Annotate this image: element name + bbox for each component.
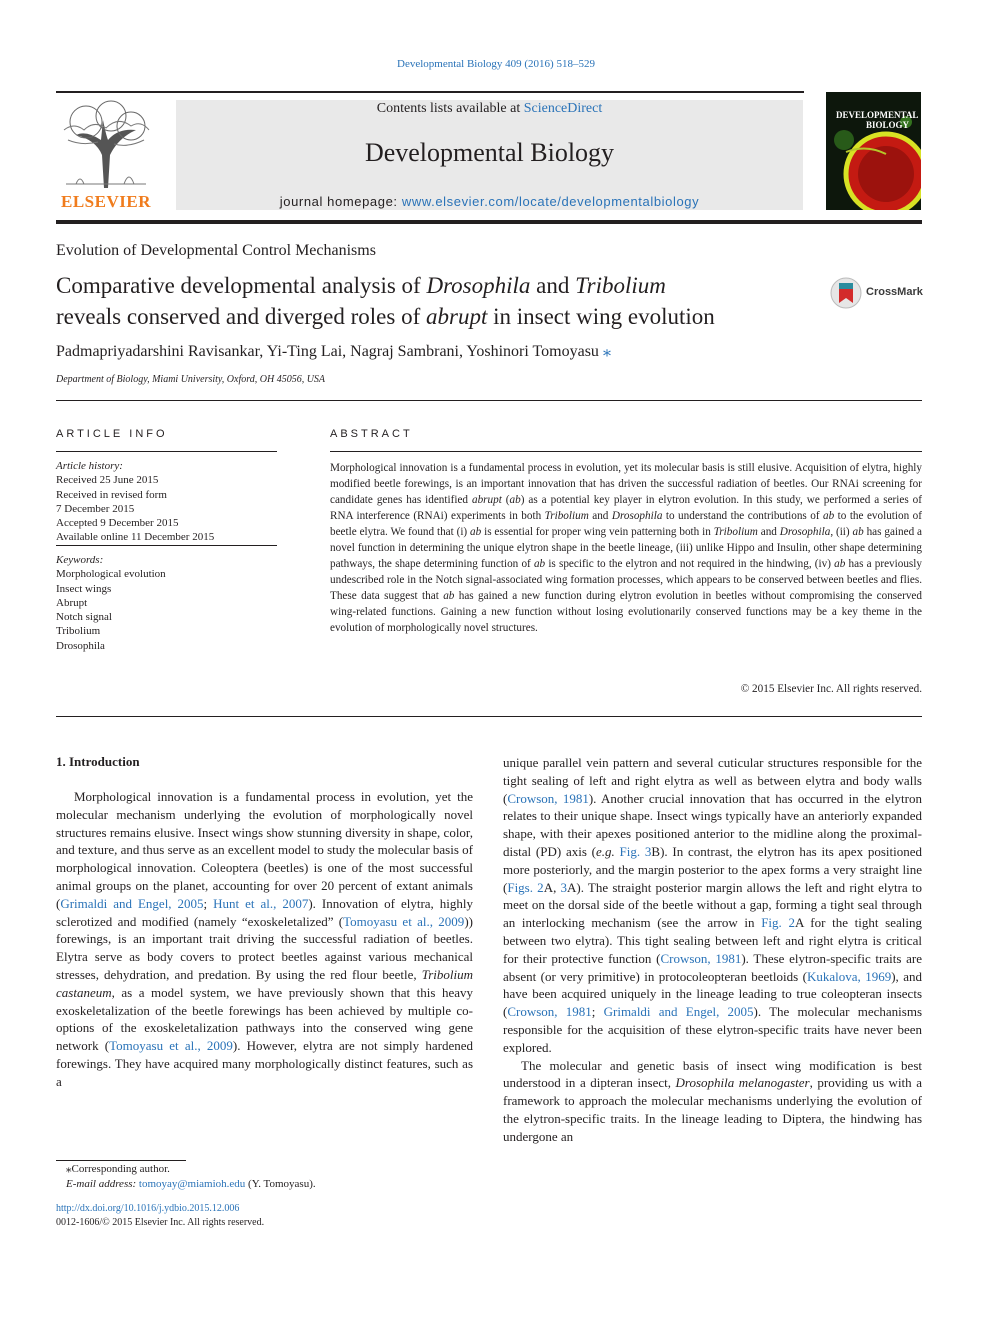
keywords-label: Keywords: [56, 554, 104, 566]
abstract-text: Morphological innovation is a fundamental process in evolution, yet its molecular basis is still elusive. Acquisition of elytra, highly modified beetle forewings, is an important innovation that has driven the successful radiation of beetles. Our RNAi screening for candidate genes has identified abrupt (ab) as a potential key player in elytron evolution. In this study, we performed a series of RNA interference (RNAi) experiments in both Tribolium and Drosophila to understand the contributions of ab to the evolution of beetle elytra. We found that (i) ab is essential for proper wing vein patterning both in Tribolium and Drosophila, (ii) ab has gained a novel function in determining the unique elytron shape in the beetle lineage, (iii) unlike Hippo and Insulin, other shape determining pathways, the shape determining function of ab is specific to the elytron and not required in the hindwing, (iv) ab has a previously undescribed role in the Notch signal-associated wing formation processes, which appears to be conserved between beetles and flies. These data suggest that ab has gained a new function during elytron evolution in beetles without compromising the conserved wing-related functions. Gaining a new function without losing evolutionarily conserved functions may be a key theme in the evolution of morphologically novel structures. [330, 462, 923, 634]
title-part-italic: abrupt [426, 304, 488, 329]
authors-text: Padmapriyadarshini Ravisankar, Yi-Ting Lai, Nagraj Sambrani, Yoshinori Tomoyasu [56, 343, 599, 360]
reference-link[interactable]: Tomoyasu et al., 2009 [343, 913, 465, 929]
doi-link[interactable]: http://dx.doi.org/10.1016/j.ydbio.2015.12.006 [56, 1203, 240, 1214]
article-info-heading: ARTICLE INFO [56, 428, 168, 440]
history-item: Received 25 June 2015 [56, 474, 159, 487]
journal-homepage-line [176, 194, 803, 209]
history-item: Received in revised form [56, 488, 167, 501]
article-title [56, 270, 816, 332]
title-part-italic: Drosophila [426, 273, 531, 298]
title-part: in insect wing evolution [487, 304, 715, 329]
divider [56, 716, 922, 717]
reference-link[interactable]: Kukalova, 1969 [806, 968, 892, 984]
sciencedirect-link[interactable]: ScienceDirect [523, 101, 603, 116]
figure-link[interactable]: Fig. 3 [619, 843, 652, 859]
reference-link[interactable]: Tomoyasu et al., 2009 [109, 1038, 233, 1054]
body-column-left: Morphological innovation is a fundamental process in evolution, yet the molecular mechanism underlying the evolution of morphologically novel structures remains elusive. Insect wings show stunning diversity in shape, color, and texture, and thus serve as an excellent model to study the molecular basis of morphological innovation. Coleoptera (beetles) is one of the most successful animal groups on the planet, accounting for over 20 percent of extant animals (Grimaldi and Engel, 2005; Hunt et al., 2007). Innovation of elytra, highly sclerotized and modified (namely “exoskeletalized” (Tomoyasu et al., 2009)) forewings, is an important trait driving the successful radiation of beetles. Elytra serve as body covers to protect beetles against various mechanical stresses, dehydration, and predation. By using the red flour beetle, Tribolium castaneum, as a model system, we have previously shown that this heavy exoskeletalization of the beetle forewings has been achieved by multiple co-options of the exoskeletalization pathways into the conserved wing gene network (Tomoyasu et al., 2009). However, elytra are not simply hardened forewings. They have acquired many morphologically distinct features, such as a [56, 789, 474, 1089]
cover-title-line2: BIOLOGY [866, 120, 910, 130]
body-column-right: unique parallel vein pattern and several cuticular structures responsible for the tight sealing of left and right elytra as well as between elytra and body walls (Crowson, 1981). Another crucial innovation that has occurred in the elytron relates to their unique shape. Insect wings typically have an anteriorly expanded shape, with their apexes positioned anterior to the midline along the proximal-distal (PD) axis (e.g. Fig. 3B). In contrast, the elytron has its apex positioned more posteriorly, and the margin posterior to the apex forms a very straight line (Figs. 2A, 3A). The straight posterior margin allows the left and right elytra to meet on the dorsal side of the beetle without a gap, forming a tight seal through an interlocking mechanism (see the arrow in Fig. 2A for the tight sealing between two elytra). This tight sealing between left and right elytra is critical for their protective function (Crowson, 1981). These elytron-specific traits are absent (or very primitive) in protocoleopteran beetloids (Kukalova, 1969), and have been acquired uniquely in the lineage leading to true coleopteran insects (Crowson, 1981; Grimaldi and Engel, 2005). The molecular mechanisms responsible for the acquisition of these elytron-specific traits have never been explored. The molecular and genetic basis of insect wing modification is best understood in a dipteran insect, Drosophila melanogaster, providing us with a framework to approach the molecular mechanisms underlying the evolution of the elytron-specific traits. In the lineage leading to Diptera, the hindwing has undergone an [503, 755, 923, 1144]
history-item: 7 December 2015 [56, 502, 135, 515]
contents-line [176, 101, 803, 117]
title-part-italic: Tribolium [575, 273, 666, 298]
article-history [56, 459, 277, 545]
title-part: reveals conserved and diverged roles of [56, 304, 426, 329]
journal-cover-thumbnail[interactable] [826, 92, 921, 210]
divider [56, 545, 277, 546]
header-top-rule [56, 91, 804, 93]
keyword: Morphological evolution [56, 568, 166, 581]
abstract-heading: ABSTRACT [330, 428, 413, 440]
homepage-link[interactable]: www.elsevier.com/locate/developmentalbiology [401, 194, 700, 209]
elsevier-logo[interactable] [56, 100, 156, 212]
email-suffix: (Y. Tomoyasu). [245, 1177, 316, 1190]
title-part: and [530, 273, 576, 298]
keyword: Abrupt [56, 596, 88, 609]
issn-copyright: 0012-1606/© 2015 Elsevier Inc. All rights reserved. [56, 1217, 265, 1228]
journal-citation[interactable]: Developmental Biology 409 (2016) 518–529 [397, 58, 595, 70]
footnote [56, 1160, 473, 1191]
email-label: E-mail address: [66, 1177, 139, 1190]
keyword: Notch signal [56, 611, 112, 624]
contents-prefix: Contents lists available at [376, 101, 524, 116]
divider [56, 451, 277, 452]
cover-title [836, 110, 918, 130]
keyword: Tribolium [56, 625, 101, 638]
reference-link[interactable]: Grimaldi and Engel, 2005 [60, 895, 204, 911]
cover-title-line1: DEVELOPMENTAL [836, 110, 919, 120]
introduction-heading: 1. Introduction [56, 754, 140, 769]
reference-link[interactable]: Hunt et al., 2007 [213, 895, 309, 911]
figure-link[interactable]: Figs. 2 [507, 879, 544, 895]
author-email-link[interactable]: tomoyay@miamioh.edu [138, 1177, 246, 1190]
affiliation: Department of Biology, Miami University, Oxford, OH 45056, USA [56, 374, 326, 385]
abstract-copyright: © 2015 Elsevier Inc. All rights reserved. [740, 683, 922, 695]
keywords [56, 553, 277, 653]
author-list [56, 341, 611, 361]
divider [56, 400, 922, 401]
history-item: Available online 11 December 2015 [56, 531, 215, 544]
article-section: Evolution of Developmental Control Mechanisms [56, 242, 376, 259]
reference-link[interactable]: Crowson, 1981 [660, 950, 742, 966]
journal-name: Developmental Biology [364, 138, 615, 167]
crossmark-label: CrossMark [866, 286, 923, 298]
divider [330, 451, 922, 452]
homepage-prefix: journal homepage: [279, 194, 402, 209]
keyword: Insect wings [56, 582, 112, 595]
corresponding-author-mark[interactable]: ⁎ [602, 343, 611, 360]
figure-link[interactable]: 3 [560, 879, 568, 895]
title-part: Comparative developmental analysis of [56, 273, 427, 298]
figure-link[interactable]: Fig. 2 [761, 915, 795, 931]
reference-link[interactable]: Crowson, 1981 [507, 1004, 592, 1020]
crossmark-icon [830, 277, 862, 309]
corresponding-author-note: ⁎Corresponding author. [66, 1163, 170, 1175]
reference-link[interactable]: Crowson, 1981 [507, 790, 589, 806]
reference-link[interactable]: Grimaldi and Engel, 2005 [603, 1004, 754, 1020]
doi-block [56, 1202, 264, 1230]
elsevier-wordmark: ELSEVIER [61, 192, 151, 211]
header-bottom-rule [56, 220, 922, 224]
elsevier-tree-icon [56, 100, 156, 190]
history-label: Article history: [56, 460, 123, 472]
keyword: Drosophila [56, 639, 105, 652]
history-item: Accepted 9 December 2015 [56, 517, 179, 530]
crossmark-badge[interactable] [830, 277, 925, 309]
